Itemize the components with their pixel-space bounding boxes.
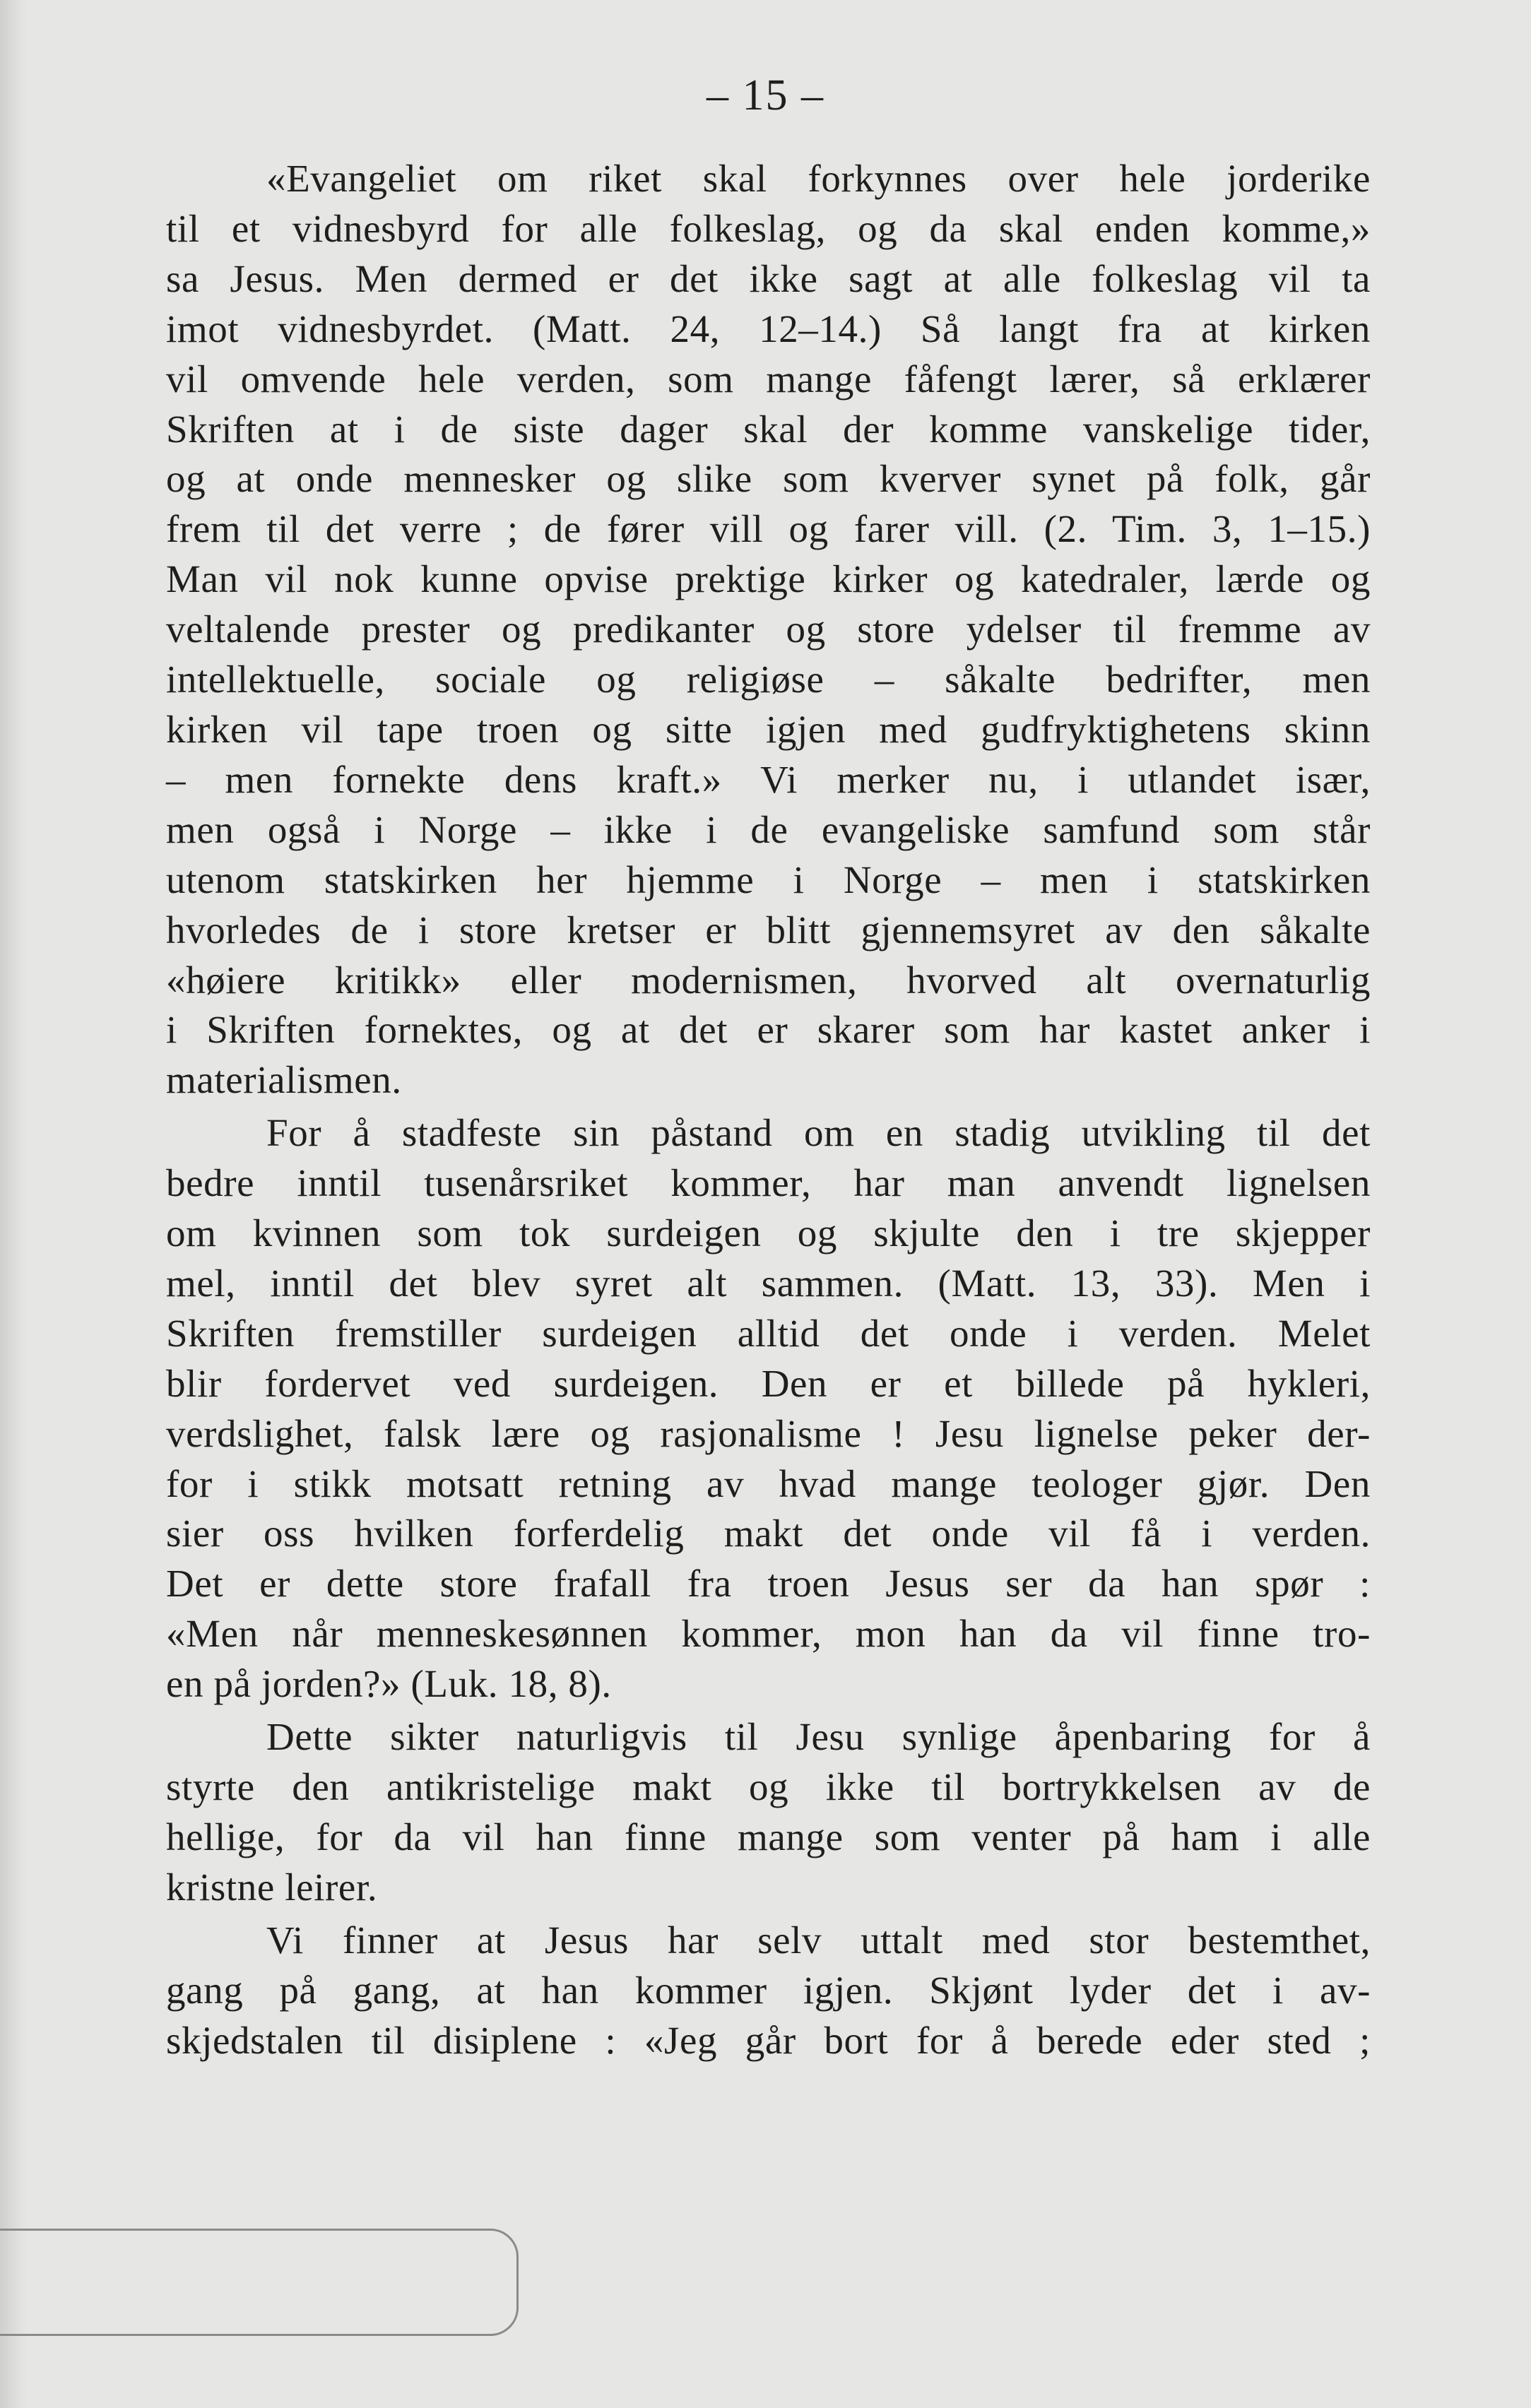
text-line: «Evangeliet om riket skal forkynnes over hele jorderike — [266, 157, 1371, 200]
text-line: «høiere kritikk» eller modernismen, hvorved alt overnaturlig — [166, 958, 1371, 1002]
text-line: Man vil nok kunne opvise prektige kirker og katedraler, lærde og — [166, 557, 1371, 601]
paragraph-3 — [166, 1712, 1371, 1913]
library-label-outline — [0, 2229, 519, 2336]
paragraph-1 — [166, 154, 1371, 1105]
text-line: sa Jesus. Men dermed er det ikke sagt at alle folkeslag vil ta — [166, 256, 1371, 300]
text-line: og at onde mennesker og slike som kverver synet på folk, går — [166, 457, 1371, 501]
page-number: – 15 – — [707, 71, 824, 119]
text-line: intellektuelle, sociale og religiøse – såkalte bedrifter, men — [166, 658, 1371, 701]
text-line: Skriften at i de siste dager skal der komme vanskelige tider, — [166, 407, 1371, 451]
text-line: utenom statskirken her hjemme i Norge – men i statskirken — [166, 858, 1371, 901]
text-line: i Skriften fornektes, og at det er skarer som har kastet anker i — [166, 1008, 1371, 1052]
text-line: veltalende prester og predikanter og store ydelser til fremme av — [166, 607, 1371, 651]
text-line: gang på gang, at han kommer igjen. Skjønt lyder det i av- — [166, 1968, 1371, 2012]
text-line: Dette sikter naturligvis til Jesu synlige åpenbaring for å — [266, 1715, 1371, 1759]
text-line: til et vidnesbyrd for alle folkeslag, og da skal enden komme,» — [166, 206, 1371, 250]
text-line: «Men når menneskesønnen kommer, mon han da vil finne tro- — [166, 1612, 1371, 1656]
text-line: skjedstalen til disiplene : «Jeg går bort for å berede eder sted ; — [166, 2018, 1371, 2062]
paragraph-2 — [166, 1108, 1371, 1709]
text-line: blir fordervet ved surdeigen. Den er et billede på hykleri, — [166, 1361, 1371, 1405]
text-line: om kvinnen som tok surdeigen og skjulte den i tre skjepper — [166, 1211, 1371, 1255]
text-line: mel, inntil det blev syret alt sammen. (Matt. 13, 33). Men i — [166, 1261, 1371, 1305]
paragraph-4 — [166, 1916, 1371, 2066]
text-line: – men fornekte dens kraft.» Vi merker nu, i utlandet især, — [166, 757, 1371, 801]
page-edge-shadow — [0, 0, 27, 2408]
text-line: for i stikk motsatt retning av hvad mange teologer gjør. Den — [166, 1461, 1371, 1505]
text-line: verdslighet, falsk lære og rasjonalisme ! Jesu lignelse peker der- — [166, 1411, 1371, 1455]
text-line: kristne leirer. — [166, 1865, 378, 1909]
text-line: kirken vil tape troen og sitte igjen med gudfryktighetens skinn — [166, 707, 1371, 751]
text-line: Vi finner at Jesus har selv uttalt med stor bestemthet, — [266, 1918, 1371, 1962]
text-line: Skriften fremstiller surdeigen alltid det onde i verden. Melet — [166, 1311, 1371, 1355]
text-line: frem til det verre ; de fører vill og farer vill. (2. Tim. 3, 1–15.) — [166, 507, 1371, 551]
text-line: vil omvende hele verden, som mange fåfengt lærer, så erklærer — [166, 357, 1371, 401]
text-line: hvorledes de i store kretser er blitt gjennemsyret av den såkalte — [166, 908, 1371, 951]
body-text — [166, 154, 1371, 2065]
text-line: sier oss hvilken forferdelig makt det onde vil få i verden. — [166, 1512, 1371, 1555]
text-line: men også i Norge – ikke i de evangeliske samfund som står — [166, 807, 1371, 851]
text-line: Det er dette store frafall fra troen Jesus ser da han spør : — [166, 1562, 1371, 1606]
text-line: hellige, for da vil han finne mange som venter på ham i alle — [166, 1815, 1371, 1858]
text-line: imot vidnesbyrdet. (Matt. 24, 12–14.) Så langt fra at kirken — [166, 307, 1371, 350]
text-line: For å stadfeste sin påstand om en stadig utvikling til det — [266, 1111, 1371, 1155]
text-line: en på jorden?» (Luk. 18, 8). — [166, 1662, 612, 1706]
text-line: styrte den antikristelige makt og ikke til bortrykkelsen av de — [166, 1765, 1371, 1808]
text-line: bedre inntil tusenårsriket kommer, har man anvendt lignelsen — [166, 1161, 1371, 1205]
text-line: materialismen. — [166, 1058, 402, 1102]
